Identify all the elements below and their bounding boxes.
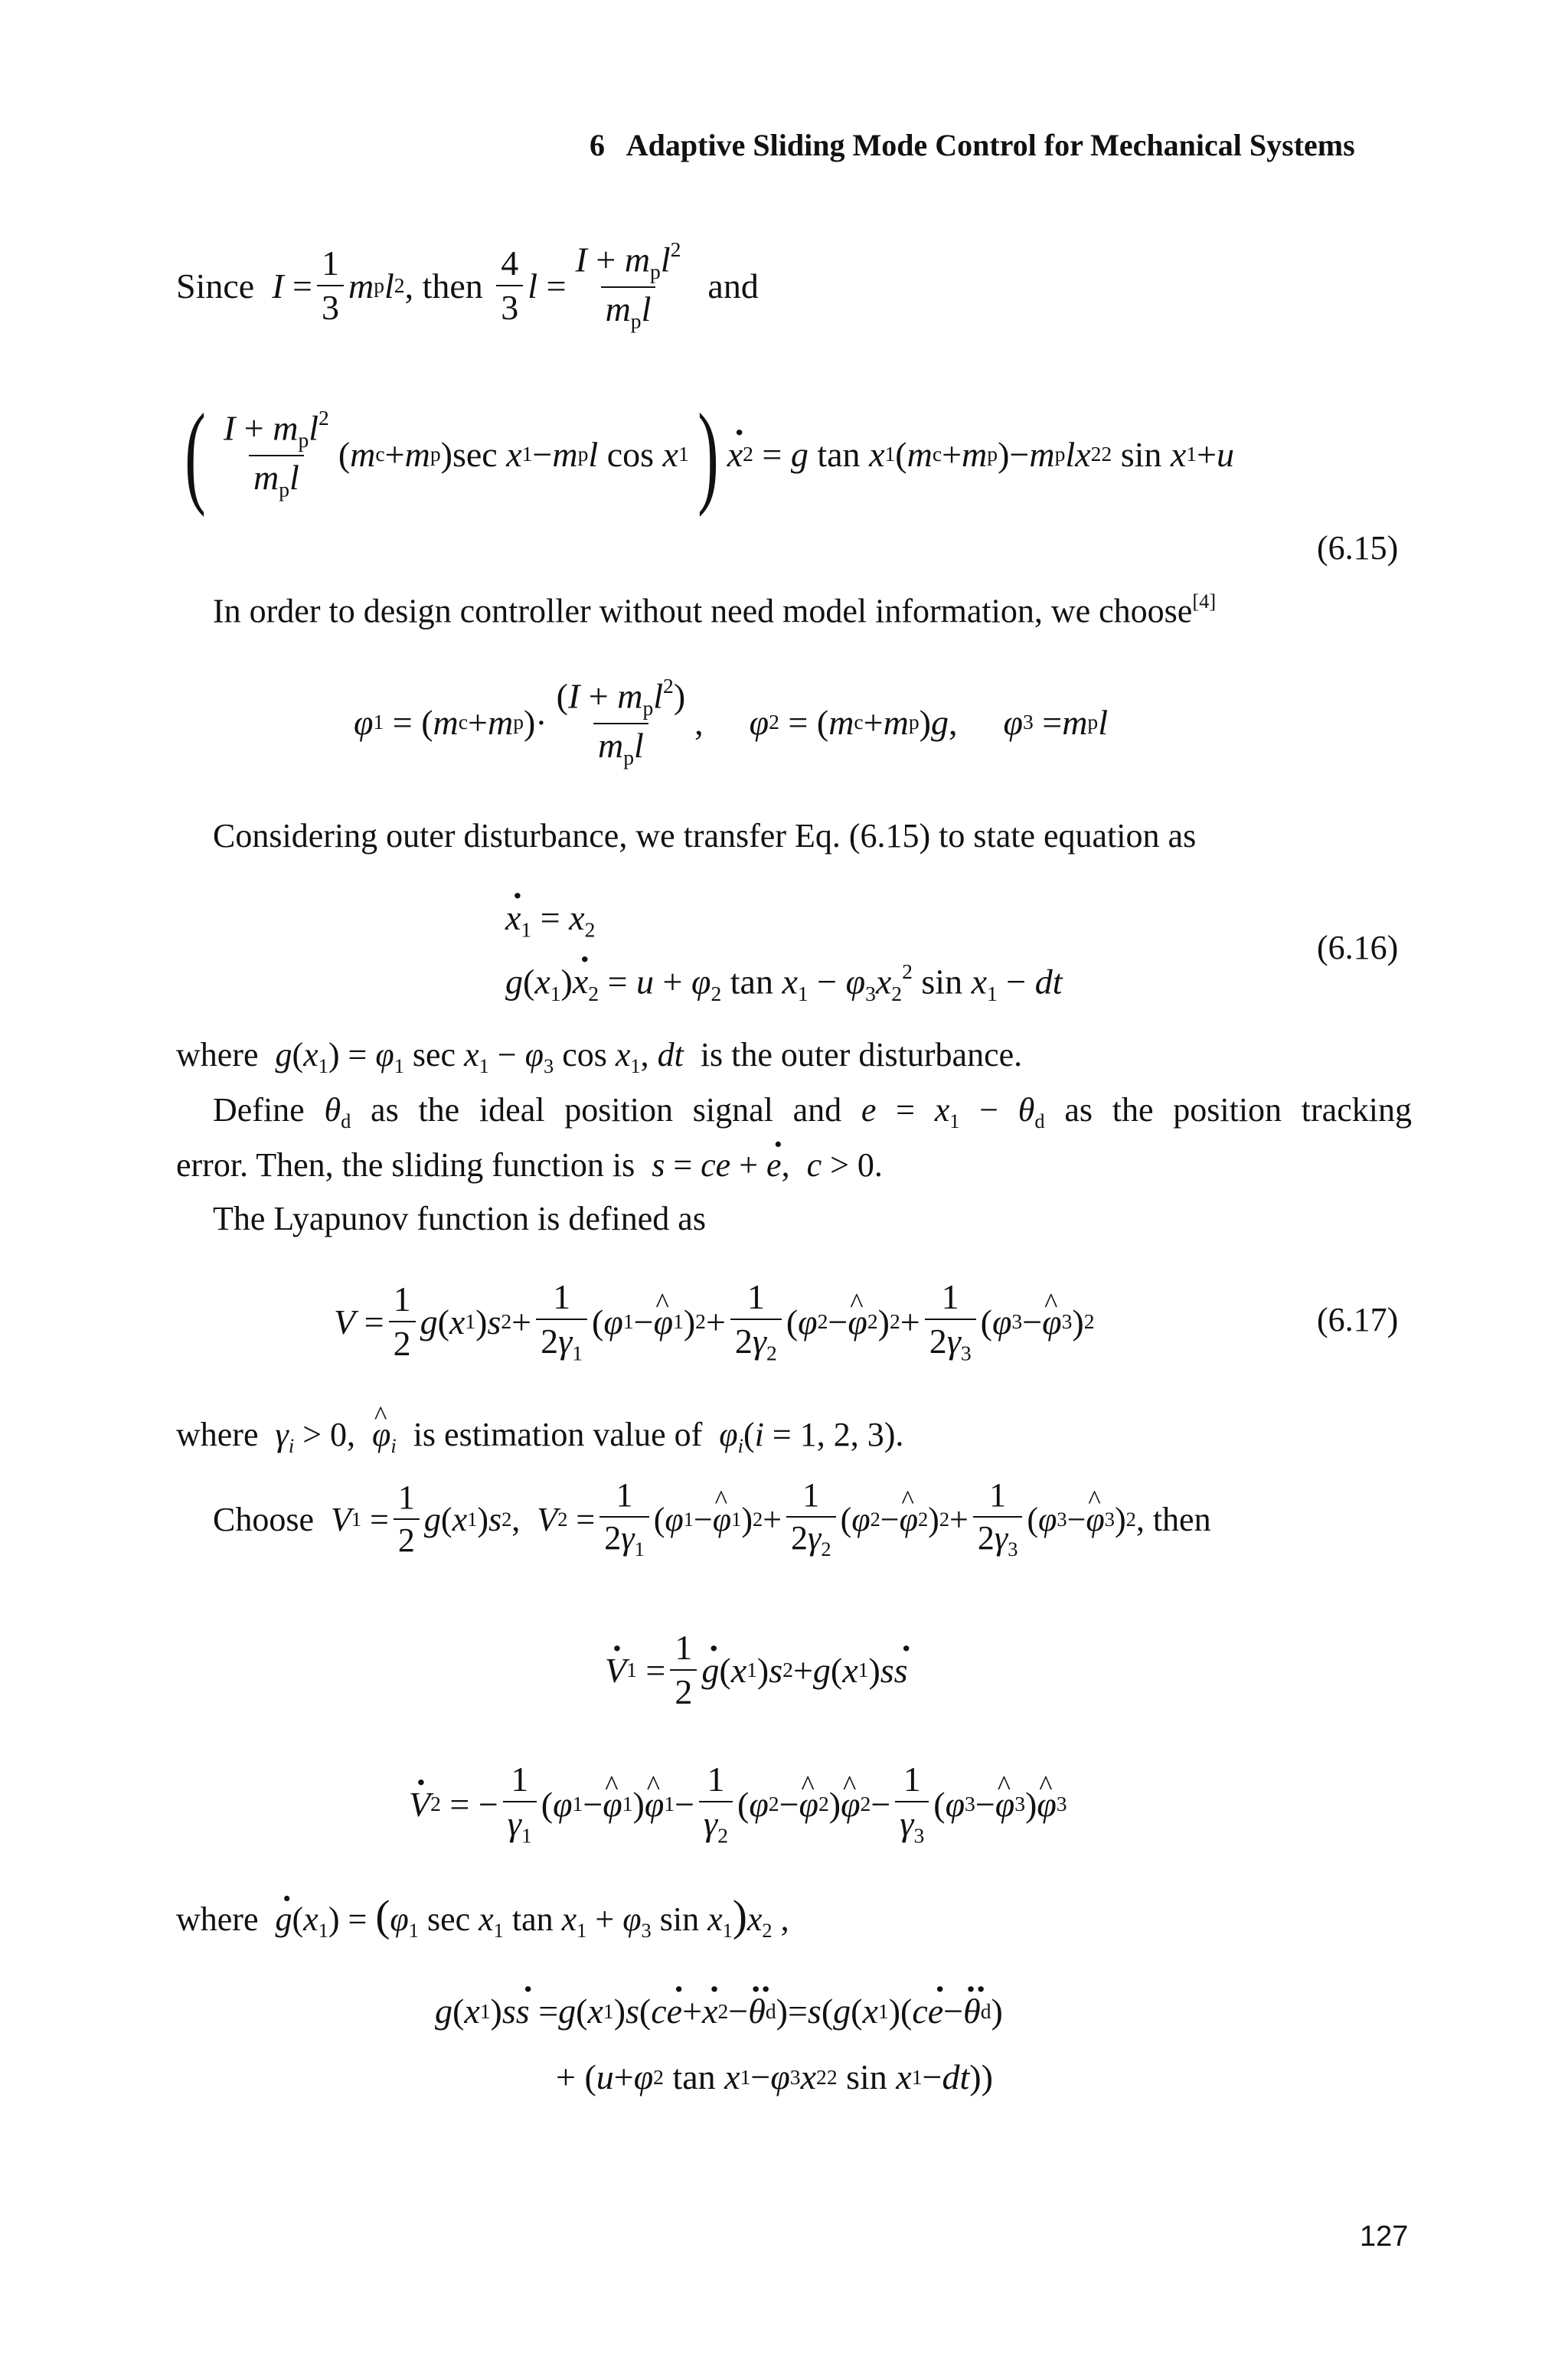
equation-number-6-15: (6.15) [1317, 529, 1399, 567]
page-number: 127 [1360, 2221, 1409, 2253]
v1-dot-equation: · V 1 = $\frac{1}{2}$ · g ( x 1 ) s 2 + g ( x 1 ) s · s [605, 1629, 908, 1711]
error-line: error. Then, the sliding function is s = ce + · e, c > 0. [176, 1145, 883, 1185]
phi-definitions: φ 1 = ( m c + m p )· $\frac{(I + m_pl^2)}{m_pl}$ , φ 2 = ( m c + m p ) g , φ 3 = m p l [354, 674, 1108, 770]
since-line: Since I = $\frac{1}{3}$ m p l 2 , then $\frac{4}{3}$ l = $\frac{I + m_pl^2}{m_pl}$ and [176, 237, 759, 333]
equation-6-16: · $x_1 = x_2$ $g(x_1)\cdot x_2 = u + \varphi_2$ $\tan x_1 - \varphi_3x_2^2$ $\sin x_1$ − dt [505, 897, 1063, 1006]
equation-6-15: ( $\frac{I + m_pl^2}{m_pl}$ ( m c + m p )sec x 1 − m p l cos x 1 ) · x 2 = g tan x 1 ( m c + m p ) − m p lx 2 2 sin x 1 + u [176, 397, 1234, 511]
gs-sdot-equation-line1: g ( x 1 ) s · s = g ( x 1 ) s ( c · e + · x 2 − ·· θ d ) = s ( g ( x 1 )( c · e − ·· θ d ) [435, 1991, 1003, 2031]
define-line: Define $\theta_d$ as the ideal position signal and $e = x_1 - \theta_d$ as the position tracking [213, 1091, 1412, 1133]
gs-sdot-equation-line2: + ( u + φ 2 tan x 1 − φ 3 x 2 2 sin x 1 − dt )) [556, 2057, 993, 2096]
where-gdot-line: where · $g(x_1) = (\varphi_1$ $\sec x_1$ $\tan x_1 + \varphi_3$ $\sin x_1)x_2$ , [176, 1891, 789, 1943]
paragraph-order: In order to design controller without need model information, we choose[4] [213, 590, 1217, 630]
chapter-title: Adaptive Sliding Mode Control for Mechanical Systems [626, 128, 1355, 162]
citation-ref: [4] [1192, 590, 1217, 613]
paragraph-lyapunov: The Lyapunov function is defined as [213, 1200, 706, 1237]
where-gamma-line: where $\gamma_i > 0$, ^ $\varphi_i$ is estimation value of $\varphi_i(i = 1$, 2, 3). [176, 1415, 903, 1458]
equation-number-6-17: (6.17) [1317, 1301, 1399, 1338]
since-text: Since [176, 266, 255, 306]
then-text: , then [404, 266, 483, 306]
v2-dot-equation: · V 2 = − $\frac{1}{\gamma_1}$ ( φ 1 − ^ φ 1 ) ^ φ 1 − $\frac{1}{\gamma_2}$ ( φ 2 − ^ φ 2 ) ^ φ 2 − $\frac{1}{\gamma_3}$ ( φ 3 − ^ φ 3 ) ^ φ 3 [409, 1761, 1067, 1848]
equation-number-6-16: (6.16) [1317, 929, 1399, 966]
chapter-number: 6 [590, 128, 605, 162]
paragraph-considering: Considering outer disturbance, we transfer Eq. (6.15) to state equation as [213, 817, 1197, 855]
choose-line: Choose V 1 = $\frac{1}{2}$ g ( x 1 ) s 2 , V 2 = $\frac{1}{2\gamma_1}$ ( φ 1 − ^ φ 1 ) 2 + $\frac{1}{2\gamma_2}$ ( φ 2 − ^ φ 2 ) 2 + $\frac{1}{2\gamma_3}$ ( φ 3 − ^ φ 3 ) 2 , then [213, 1478, 1211, 1560]
where-gx-line: where $g(x_1) = \varphi_1$ $\sec x_1 - \varphi_3$ $\cos x_1$, dt is the outer disturbance. [176, 1036, 1023, 1078]
running-header [590, 127, 1355, 163]
equation-6-17: V = $\frac{1}{2}$ g ( x 1 ) s 2 + $\frac{1}{2\gamma_1}$ ( φ 1 − ^ φ 1 ) 2 + $\frac{1}{2\gamma_2}$ ( φ 2 − ^ φ 2 ) 2 + $\frac{1}{2\gamma_3}$ ( φ 3 − ^ φ 3 ) 2 [334, 1279, 1095, 1365]
and-text: and [707, 266, 759, 306]
